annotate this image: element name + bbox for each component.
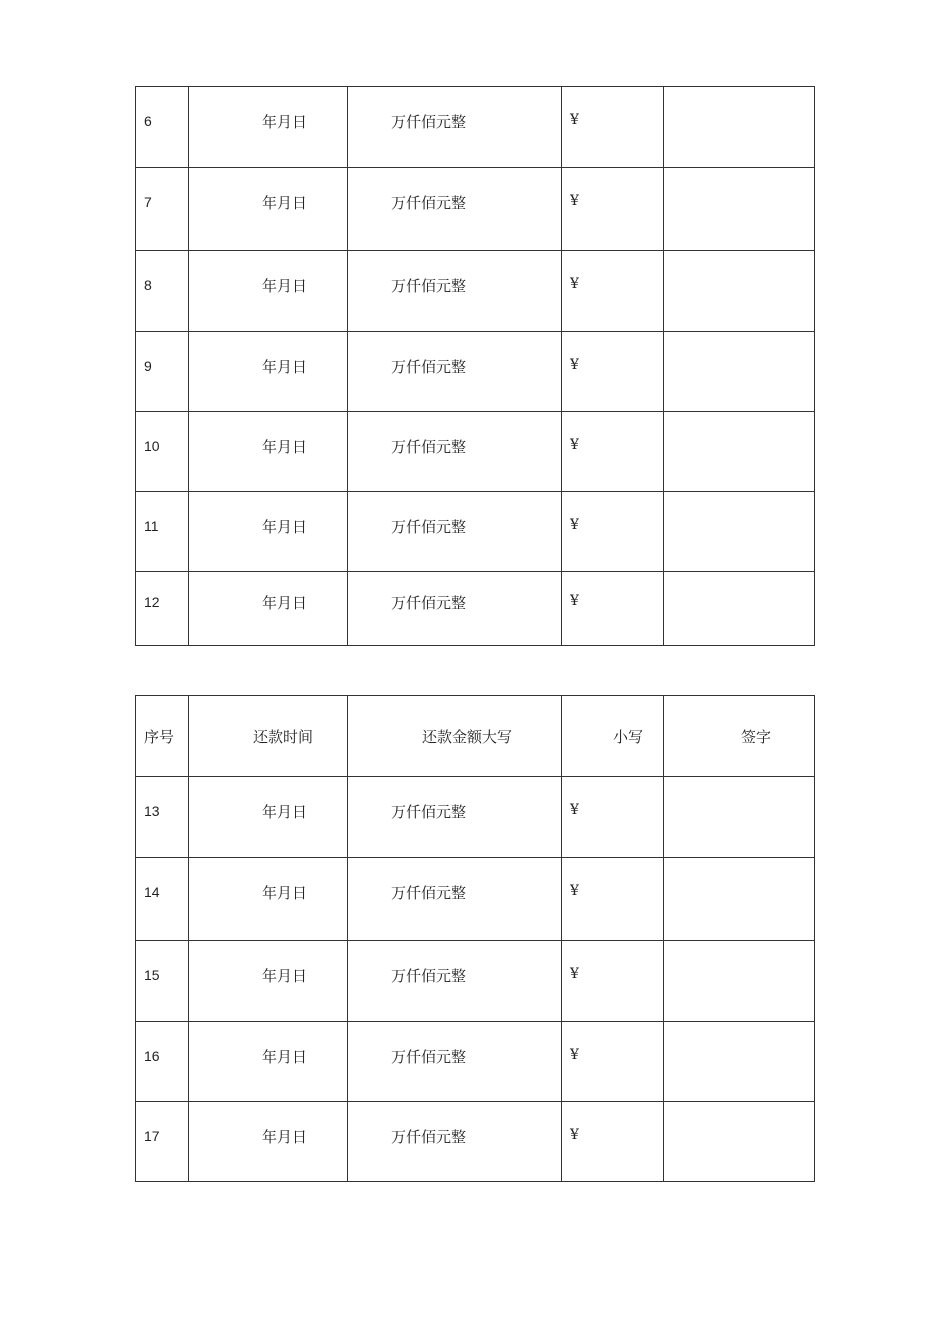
amount-upper: 万仟佰元整: [348, 777, 562, 858]
repayment-date: 年月日: [189, 1102, 348, 1182]
table-row: [136, 1022, 815, 1102]
row-number: 13: [136, 777, 189, 858]
signature-cell: [664, 412, 815, 492]
signature-cell: [664, 1022, 815, 1102]
row-number: 10: [136, 412, 189, 492]
header-date: 还款时间: [189, 696, 348, 777]
repayment-table-2: [135, 695, 815, 1182]
table-row: [136, 251, 815, 332]
amount-upper: 万仟佰元整: [348, 251, 562, 332]
signature-cell: [664, 251, 815, 332]
row-number: 17: [136, 1102, 189, 1182]
table-row: [136, 87, 815, 168]
amount-lower: ¥: [562, 858, 664, 941]
amount-upper: 万仟佰元整: [348, 572, 562, 646]
table-row: [136, 777, 815, 858]
table-row: [136, 1102, 815, 1182]
repayment-date: 年月日: [189, 777, 348, 858]
repayment-date: 年月日: [189, 87, 348, 168]
amount-upper: 万仟佰元整: [348, 87, 562, 168]
amount-lower: ¥: [562, 1022, 664, 1102]
amount-upper: 万仟佰元整: [348, 1022, 562, 1102]
amount-lower: ¥: [562, 777, 664, 858]
header-amount-upper: 还款金额大写: [348, 696, 562, 777]
row-number: 12: [136, 572, 189, 646]
table-row: [136, 332, 815, 412]
header-sign: 签字: [664, 696, 815, 777]
repayment-table-1: [135, 86, 815, 646]
row-number: 7: [136, 168, 189, 251]
row-number: 11: [136, 492, 189, 572]
amount-lower: ¥: [562, 941, 664, 1022]
amount-lower: ¥: [562, 572, 664, 646]
repayment-date: 年月日: [189, 572, 348, 646]
signature-cell: [664, 492, 815, 572]
amount-upper: 万仟佰元整: [348, 1102, 562, 1182]
row-number: 16: [136, 1022, 189, 1102]
repayment-date: 年月日: [189, 1022, 348, 1102]
repayment-date: 年月日: [189, 412, 348, 492]
table-row: [136, 572, 815, 646]
amount-lower: ¥: [562, 168, 664, 251]
row-number: 6: [136, 87, 189, 168]
signature-cell: [664, 941, 815, 1022]
row-number: 14: [136, 858, 189, 941]
table-header-row: [136, 696, 815, 777]
table-row: [136, 941, 815, 1022]
signature-cell: [664, 332, 815, 412]
amount-upper: 万仟佰元整: [348, 941, 562, 1022]
amount-lower: ¥: [562, 412, 664, 492]
header-amount-lower: 小写: [562, 696, 664, 777]
repayment-date: 年月日: [189, 251, 348, 332]
repayment-date: 年月日: [189, 858, 348, 941]
table-row: [136, 858, 815, 941]
repayment-date: 年月日: [189, 492, 348, 572]
amount-lower: ¥: [562, 492, 664, 572]
signature-cell: [664, 1102, 815, 1182]
amount-upper: 万仟佰元整: [348, 492, 562, 572]
table-row: [136, 412, 815, 492]
row-number: 15: [136, 941, 189, 1022]
signature-cell: [664, 858, 815, 941]
amount-upper: 万仟佰元整: [348, 858, 562, 941]
signature-cell: [664, 87, 815, 168]
row-number: 9: [136, 332, 189, 412]
row-number: 8: [136, 251, 189, 332]
signature-cell: [664, 777, 815, 858]
signature-cell: [664, 572, 815, 646]
amount-lower: ¥: [562, 1102, 664, 1182]
table-row: [136, 492, 815, 572]
repayment-date: 年月日: [189, 168, 348, 251]
signature-cell: [664, 168, 815, 251]
amount-lower: ¥: [562, 87, 664, 168]
amount-lower: ¥: [562, 251, 664, 332]
amount-upper: 万仟佰元整: [348, 332, 562, 412]
amount-upper: 万仟佰元整: [348, 412, 562, 492]
repayment-date: 年月日: [189, 941, 348, 1022]
amount-lower: ¥: [562, 332, 664, 412]
repayment-date: 年月日: [189, 332, 348, 412]
header-seq: 序号: [136, 696, 189, 777]
amount-upper: 万仟佰元整: [348, 168, 562, 251]
table-row: [136, 168, 815, 251]
